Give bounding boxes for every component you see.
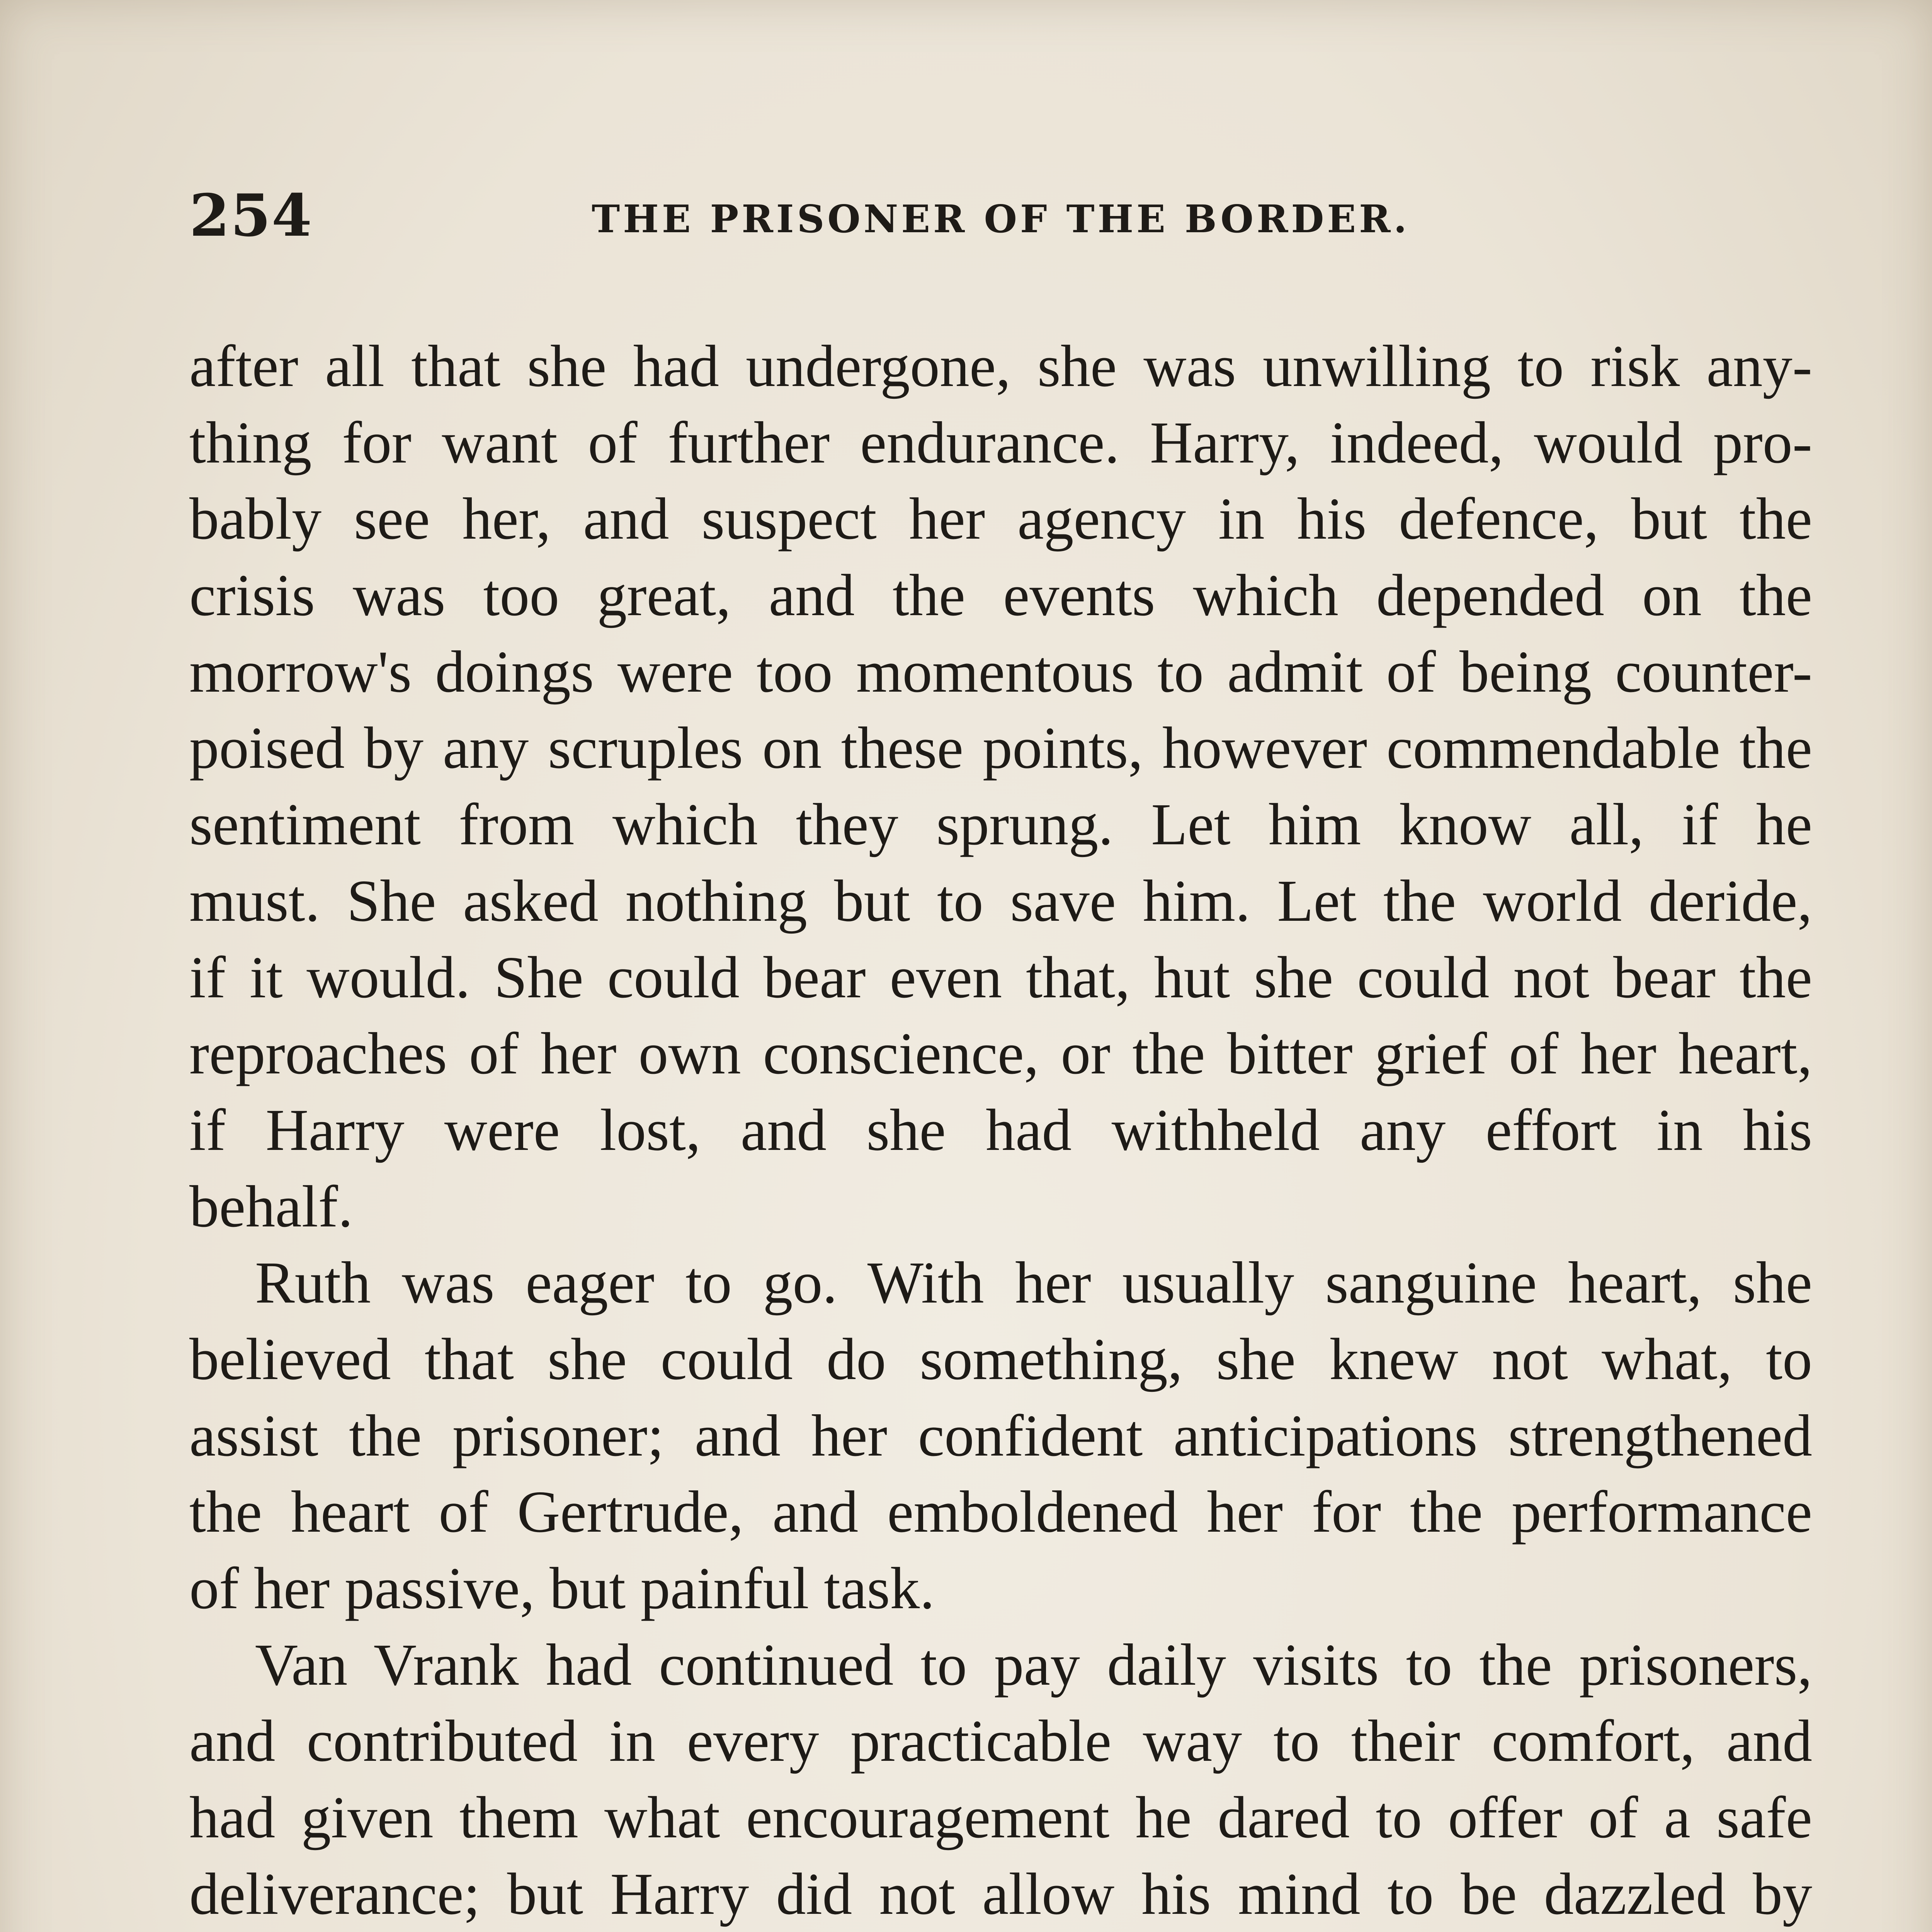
text-line: Van Vrank had continued to pay daily visits to the prisoners,: [255, 1632, 1812, 1698]
text-line: reproaches of her own conscience, or the bitter grief of her heart,: [189, 1021, 1812, 1087]
text-line: believed that she could do something, she knew not what, to: [189, 1326, 1812, 1392]
text-line: deliverance; but Harry did not allow his mind to be dazzled by: [189, 1861, 1812, 1927]
text-line: crisis was too great, and the events which depended on the: [189, 563, 1812, 629]
text-line: and contributed in every practicable way to their comfort, and: [189, 1708, 1812, 1774]
text-line: of her passive, but painful task.: [189, 1556, 935, 1621]
text-line: if it would. She could bear even that, hut she could not bear the: [189, 944, 1812, 1010]
text-line: Ruth was eager to go. With her usually sanguine heart, she: [255, 1250, 1812, 1316]
text-line: must. She asked nothing but to save him. Let the world deride,: [189, 868, 1812, 934]
text-line: after all that she had undergone, she was unwilling to risk any-: [189, 333, 1812, 399]
text-line: had given them what encouragement he dared to offer of a safe: [189, 1785, 1812, 1851]
text-line: poised by any scruples on these points, however commendable the: [189, 715, 1812, 781]
text-line: if Harry were lost, and she had withheld any effort in his: [189, 1097, 1812, 1163]
text-line: sentiment from which they sprung. Let him know all, if he: [189, 792, 1812, 858]
text-line: behalf.: [189, 1173, 353, 1240]
text-line: thing for want of further endurance. Harry, indeed, would pro-: [189, 410, 1812, 476]
text-line: assist the prisoner; and her confident anticipations strengthened: [189, 1403, 1812, 1469]
text-line: bably see her, and suspect her agency in his defence, but the: [189, 486, 1812, 552]
page-number: 254: [189, 182, 313, 250]
running-title: THE PRISONER OF THE BORDER.: [592, 197, 1410, 242]
running-head: [189, 182, 1812, 259]
text-line: the heart of Gertrude, and emboldened her for the performance: [189, 1479, 1812, 1545]
body-text: [189, 328, 1812, 1932]
text-line: morrow's doings were too momentous to admit of being counter-: [189, 639, 1812, 705]
